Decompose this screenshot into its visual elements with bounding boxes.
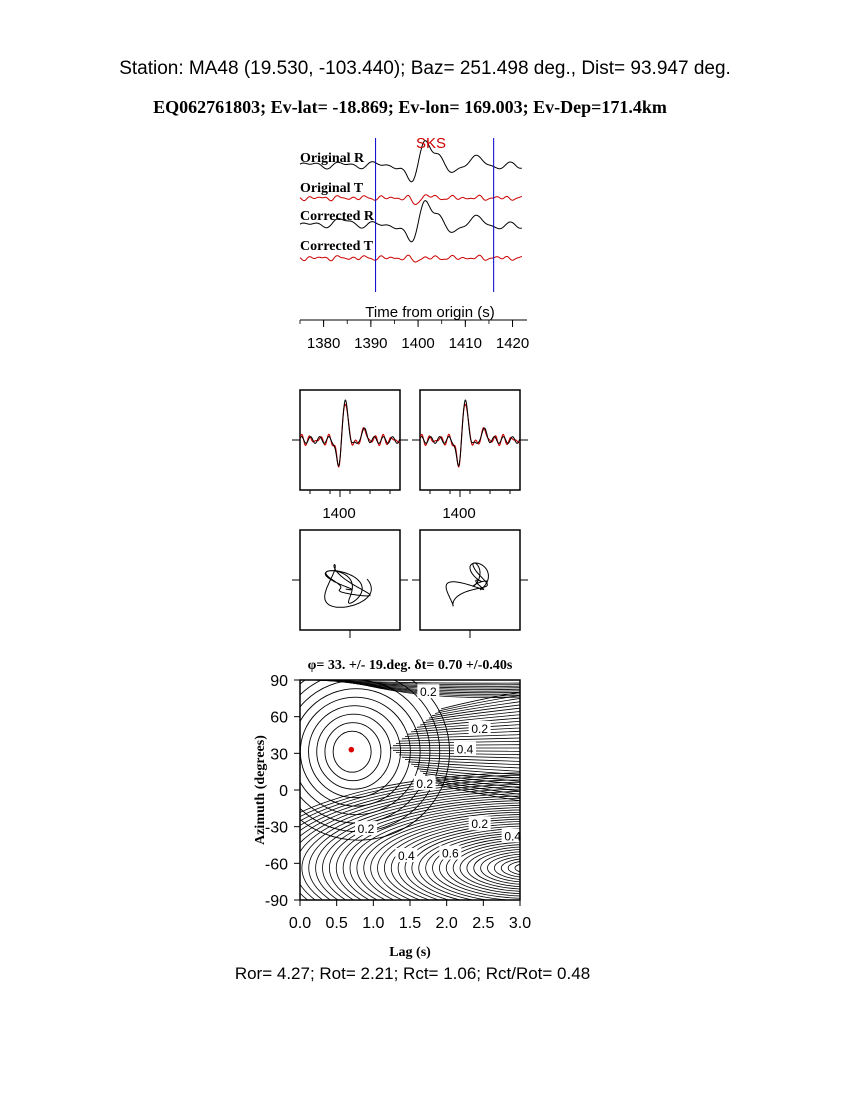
time-tick-label: 1410 [448, 335, 483, 352]
azimuth-axis-label: Azimuth (degrees) [253, 735, 268, 845]
contour-label: 0.6 [441, 846, 459, 861]
particle-motion-corrected [412, 530, 528, 638]
time-tick-label: 1390 [354, 335, 388, 352]
contour-label: 0.2 [419, 685, 437, 700]
azimuth-tick-label: 30 [270, 746, 288, 764]
time-tick-label: 1380 [306, 335, 341, 352]
waveform-overlay-corrected [412, 390, 528, 497]
lag-tick-label: 1.5 [398, 915, 422, 932]
particle-motion-original [292, 530, 408, 638]
contour-label: 0.4 [456, 742, 474, 757]
waveform-overlay-original [292, 390, 408, 497]
contour-label: 0.2 [471, 721, 489, 736]
event-info: EQ062761803; Ev-lat= -18.869; Ev-lon= 169.003; Ev-Dep=171.4km [153, 97, 667, 117]
time-tick-label: 1400 [401, 335, 435, 352]
seismogram-trace [300, 255, 522, 262]
overlay-trace-black [300, 400, 400, 466]
contour-label: 0.2 [357, 822, 375, 837]
trace-label-original-t: Original T [300, 181, 364, 196]
trace-label-corrected-r: Corrected R [300, 209, 374, 224]
seismogram-panel [300, 135, 529, 352]
phase-label: SKS [415, 135, 447, 152]
particle-motion-path [446, 563, 488, 606]
contour-label: 0.2 [471, 817, 489, 832]
lag-tick-label: 2.5 [472, 915, 495, 932]
contour-label: 0.4 [504, 829, 522, 844]
time-axis-label: Time from origin (s) [365, 304, 495, 321]
lag-tick-label: 0.0 [288, 915, 312, 932]
lag-tick-label: 1.0 [362, 915, 385, 932]
station-info: Station: MA48 (19.530, -103.440); Baz= 251.498 deg., Dist= 93.947 deg. [119, 58, 731, 79]
overlay-tick-label-corrected: 1400 [442, 505, 476, 522]
contour-label: 0.2 [416, 776, 434, 791]
azimuth-tick-label: 90 [270, 673, 288, 690]
lag-tick-label: 0.5 [325, 915, 348, 932]
azimuth-tick-label: -60 [264, 856, 288, 874]
lag-tick-label: 2.0 [435, 915, 458, 932]
overlay-trace-black [420, 400, 520, 466]
azimuth-tick-label: -30 [264, 819, 288, 837]
overlay-tick-label-original: 1400 [322, 505, 356, 522]
seismogram-trace [300, 195, 522, 205]
contour-label: 0.4 [397, 849, 415, 863]
azimuth-tick-label: 60 [270, 709, 288, 727]
time-tick-label: 1420 [495, 335, 530, 352]
time-axis [300, 320, 529, 352]
azimuth-tick-label: 0 [279, 783, 288, 800]
particle-motion-path [325, 565, 372, 608]
lag-axis-label: Lag (s) [389, 945, 431, 960]
lag-tick-label: 3.0 [508, 915, 532, 932]
trace-label-original-r: Original R [300, 151, 365, 166]
trace-label-corrected-t: Corrected T [300, 239, 373, 254]
error-surface-title: φ= 33. +/- 19.deg. δt= 0.70 +/-0.40s [307, 658, 513, 673]
best-fit-point [349, 747, 355, 753]
azimuth-tick-label: -90 [264, 893, 288, 910]
amplitude-ratios: Ror= 4.27; Rot= 2.21; Rct= 1.06; Rct/Rot= 0.48 [234, 964, 591, 983]
error-surface [247, 663, 813, 963]
